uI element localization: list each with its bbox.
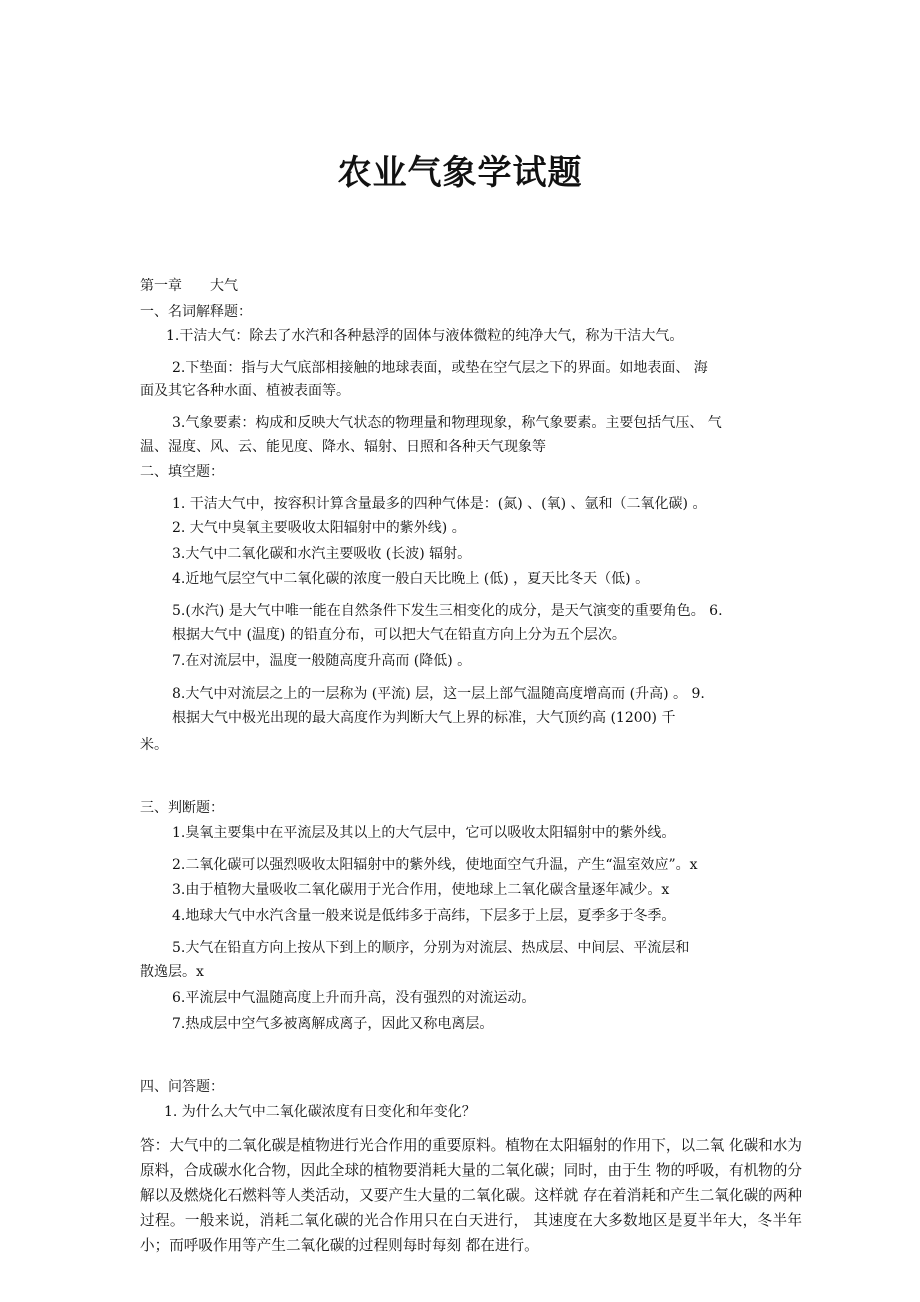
list-item: 5.大气在铅直方向上按从下到上的顺序，分别为对流层、热成层、中间层、平流层和 — [172, 940, 690, 956]
list-item: 3.气象要素：构成和反映大气状态的物理量和物理现象，称气象要素。主要包括气压、 气 — [172, 415, 722, 431]
section-heading-questions: 四、问答题： — [140, 1079, 224, 1095]
list-item-continuation: 散逸层。x — [140, 964, 204, 980]
list-item: 根据大气中极光出现的最大高度作为判断大气上界的标准，大气顶约高 (1200) 千 — [172, 710, 676, 726]
answer-paragraph: 答：大气中的二氧化碳是植物进行光合作用的重要原料。植物在太阳辐射的作用下，以二氧 化碳和水为原料，合成碳水化合物，因此全球的植物要消耗大量的二氧化碳；同时，由于生 物的呼吸，有机物的分解以及燃烧化石燃料等人类活动，又要产生大量的二氧化碳。这样就 存在着消耗和产生二氧化碳的两种过程。一般来说，消耗二氧化碳的光合作用只在白天进行， 其速度在大多数地区是夏半年大，冬半年小；而呼吸作用等产生二氧化碳的过程则每时每刻 都在进行。 — [140, 1137, 802, 1254]
list-item: 2.二氧化碳可以强烈吸收太阳辐射中的紫外线，使地面空气升温，产生“温室效应”。x — [172, 857, 698, 873]
chapter-name: 大气 — [210, 278, 238, 294]
chapter-heading — [140, 277, 238, 295]
list-item-continuation: 面及其它各种水面、植被表面等。 — [140, 383, 350, 399]
list-item: 3.大气中二氧化碳和水汽主要吸收 (长波) 辐射。 — [172, 546, 472, 562]
chapter-label: 第一章 — [140, 278, 182, 294]
list-item: 6.平流层中气温随高度上升而升高，没有强烈的对流运动。 — [172, 990, 536, 1006]
section-heading-true-false: 三、判断题： — [140, 800, 224, 816]
list-item: 根据大气中 (温度) 的铅直分布，可以把大气在铅直方向上分为五个层次。 — [172, 627, 626, 643]
list-item: 7.热成层中空气多被离解成离子，因此又称电离层。 — [172, 1016, 494, 1032]
list-item: 1.臭氧主要集中在平流层及其以上的大气层中，它可以吸收太阳辐射中的紫外线。 — [172, 825, 676, 841]
list-item: 7.在对流层中，温度一般随高度升高而 (降低) 。 — [172, 653, 472, 669]
list-item: 1.干洁大气：除去了水汽和各种悬浮的固体与液体微粒的纯净大气，称为干洁大气。 — [166, 328, 684, 344]
list-item: 5.(水汽) 是大气中唯一能在自然条件下发生三相变化的成分，是天气演变的重要角色。 6. — [172, 603, 723, 619]
section-heading-definitions: 一、名词解释题： — [140, 304, 252, 320]
question: 1. 为什么大气中二氧化碳浓度有日变化和年变化？ — [164, 1104, 476, 1120]
list-item: 2.下垫面：指与大气底部相接触的地球表面，或垫在空气层之下的界面。如地表面、 海 — [172, 360, 708, 376]
page-title: 农业气象学试题 — [337, 153, 583, 193]
list-item: 4.近地气层空气中二氧化碳的浓度一般白天比晚上 (低) ，夏天比冬天（低) 。 — [172, 571, 650, 587]
list-item: 4.地球大气中水汽含量一般来说是低纬多于高纬，下层多于上层，夏季多于冬季。 — [172, 908, 676, 924]
list-item: 3.由于植物大量吸收二氧化碳用于光合作用，使地球上二氧化碳含量逐年减少。x — [172, 882, 670, 898]
list-item-continuation: 温、湿度、风、云、能见度、降水、辐射、日照和各种天气现象等 — [140, 439, 546, 455]
list-item: 1. 干洁大气中，按容积计算含量最多的四种气体是：(氮) 、(氧) 、氩和（二氧化碳) 。 — [172, 496, 707, 512]
list-item-continuation: 米。 — [140, 737, 168, 753]
list-item: 8.大气中对流层之上的一层称为 (平流) 层，这一层上部气温随高度增高而 (升高) 。 9. — [172, 686, 705, 702]
list-item: 2. 大气中臭氧主要吸收太阳辐射中的紫外线) 。 — [172, 520, 466, 536]
section-heading-fill-in: 二、填空题： — [140, 464, 224, 480]
